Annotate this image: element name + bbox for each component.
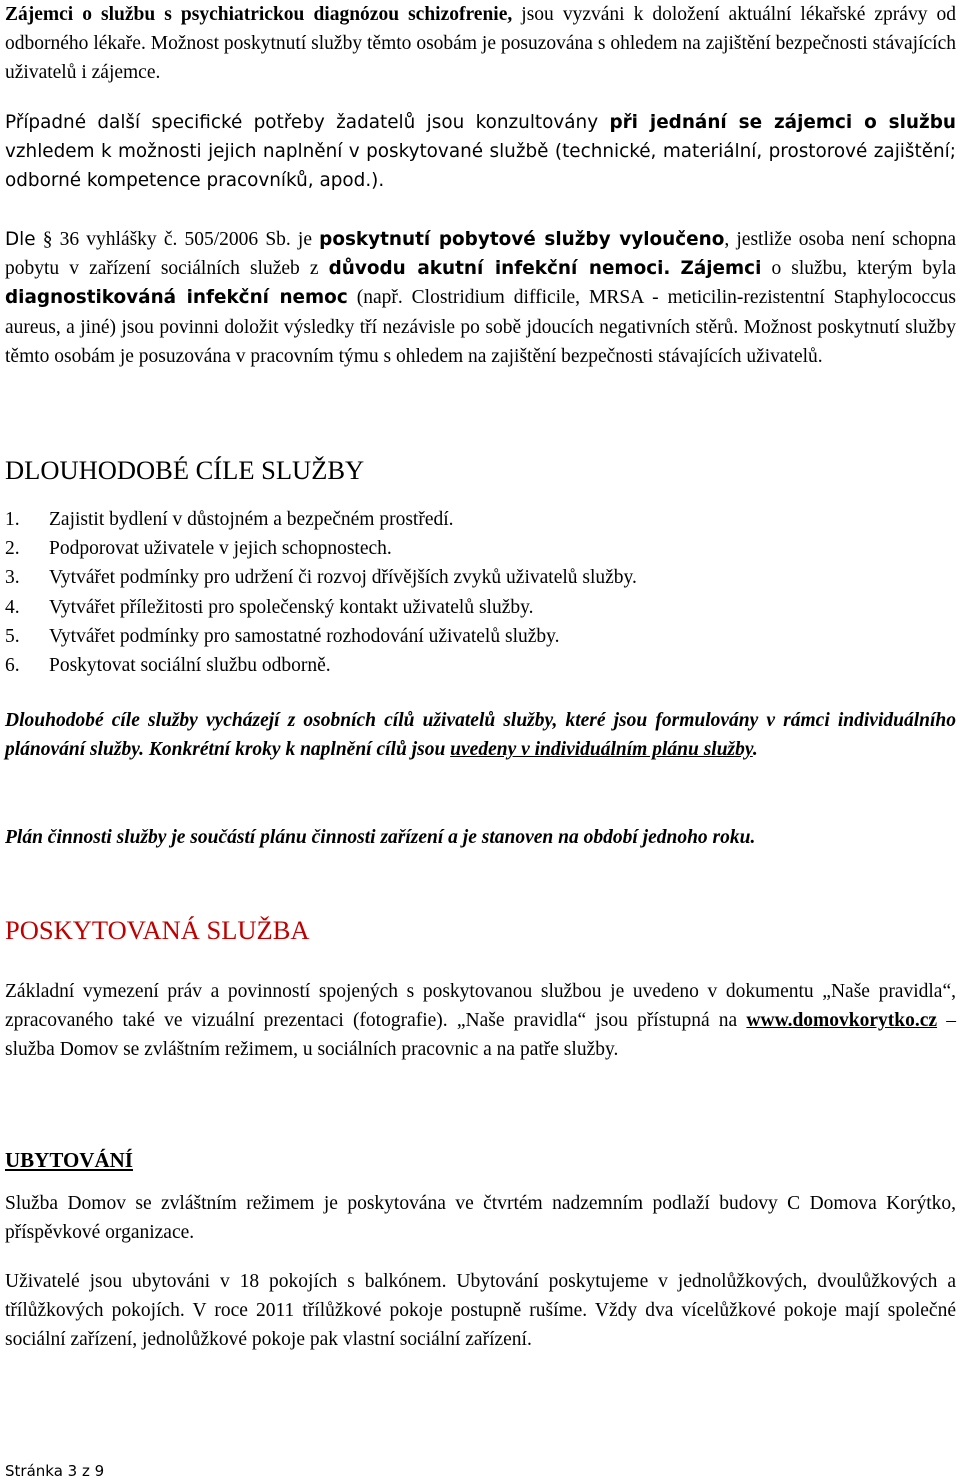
paragraph-service-rules: Základní vymezení práv a povinností spojených s poskytovanou službou je uvedeno v dokumentu „Naše pravidla“, zpracovaného také ve vizuální prezentaci (fotografie). „Naše pravidla“ jsou přístupná na www.domovkorytko.cz – služba Domov se zvláštním režimem, u sociálních pracovnic a na patře služby. <box>5 981 957 1061</box>
list-item: 1. Zajistit bydlení v důstojném a bezpečném prostředí. <box>5 509 454 530</box>
heading-accommodation: UBYTOVÁNÍ <box>5 1148 133 1172</box>
heading-provided-service: POSKYTOVANÁ SLUŽBA <box>5 915 310 945</box>
paragraph-specific-needs: Případné další specifické potřeby žadatelů jsou konzultovány při jednání se zájemci o službu vzhledem k možnosti jejich naplnění v poskytované službě (technické, materiální, prostorové zajištění; odborné kompetence pracovníků, apod.). <box>5 112 956 192</box>
paragraph-schizophrenia: Zájemci o službu s psychiatrickou diagnózou schizofrenie, jsou vyzváni k doložení aktuální lékařské zprávy od odborného lékaře. Možnost poskytnutí služby těmto osobám je posuzována s ohledem na zajištění bezpečnosti stávajících uživatelů i zájemce. <box>5 4 956 84</box>
paragraph-accommodation-rooms: Uživatelé jsou ubytováni v 18 pokojích s balkónem. Ubytování poskytujeme v jednolůžkových, dvoulůžkových a třílůžkových pokojích. V roce 2011 třílůžkové pokoje postupně rušíme. Vždy dva vícelůžkové pokoje mají společné sociální zařízení, jednolůžkové pokoje pak vlastní sociální zařízení. <box>5 1271 956 1351</box>
heading-long-term-goals: DLOUHODOBÉ CÍLE SLUŽBY <box>5 455 365 485</box>
website-link[interactable]: www.domovkorytko.cz <box>746 1010 938 1032</box>
list-item: 5. Vytvářet podmínky pro samostatné rozhodování uživatelů služby. <box>5 625 560 647</box>
page-footer: Stránka 3 z 9 <box>5 1462 105 1480</box>
goals-list <box>5 505 637 680</box>
list-item: 6. Poskytovat sociální službu odborně. <box>5 655 331 677</box>
paragraph-plan-note: Plán činnosti služby je součástí plánu činnosti zařízení a je stanoven na období jednoho roku. <box>5 827 756 848</box>
list-item: 3. Vytvářet podmínky pro udržení či rozvoj dřívějších zvyků uživatelů služby. <box>5 567 637 589</box>
list-item: 2. Podporovat uživatele v jejich schopnostech. <box>5 538 392 560</box>
bold-schizophrenia: Zájemci o službu s psychiatrickou diagnózou schizofrenie, <box>5 4 513 25</box>
paragraph-goals-note: Dlouhodobé cíle služby vycházejí z osobních cílů uživatelů služby, které jsou formulovány v rámci individuálního plánování služby. Konkrétní kroky k naplnění cílů jsou uvedeny v individuálním plánu služby. <box>5 710 956 761</box>
list-item: 4. Vytvářet příležitosti pro společenský kontakt uživatelů služby. <box>5 596 534 618</box>
paragraph-accommodation-location: Služba Domov se zvláštním režimem je poskytována ve čtvrtém nadzemním podlaží budovy C Domova Korýtko, příspěvkové organizace. <box>5 1193 956 1244</box>
paragraph-infectious-disease: Dle § 36 vyhlášky č. 505/2006 Sb. je poskytnutí pobytové služby vyloučeno, jestliže osoba není schopna pobytu v zařízení sociálních služeb z důvodu akutní infekční nemoci. Zájemci o službu, kterým byla diagnostikováná infekční nemoc (např. Clostridium difficile, MRSA - meticilin-rezistentní Staphylococcus aureus, a jiné) jsou povinni doložit výsledky tří nezávisle po sobě jdoucích negativních stěrů. Možnost poskytnutí služby těmto osobám je posuzována v pracovním týmu s ohledem na zajištění bezpečnosti stávajících uživatelů. <box>5 229 957 367</box>
